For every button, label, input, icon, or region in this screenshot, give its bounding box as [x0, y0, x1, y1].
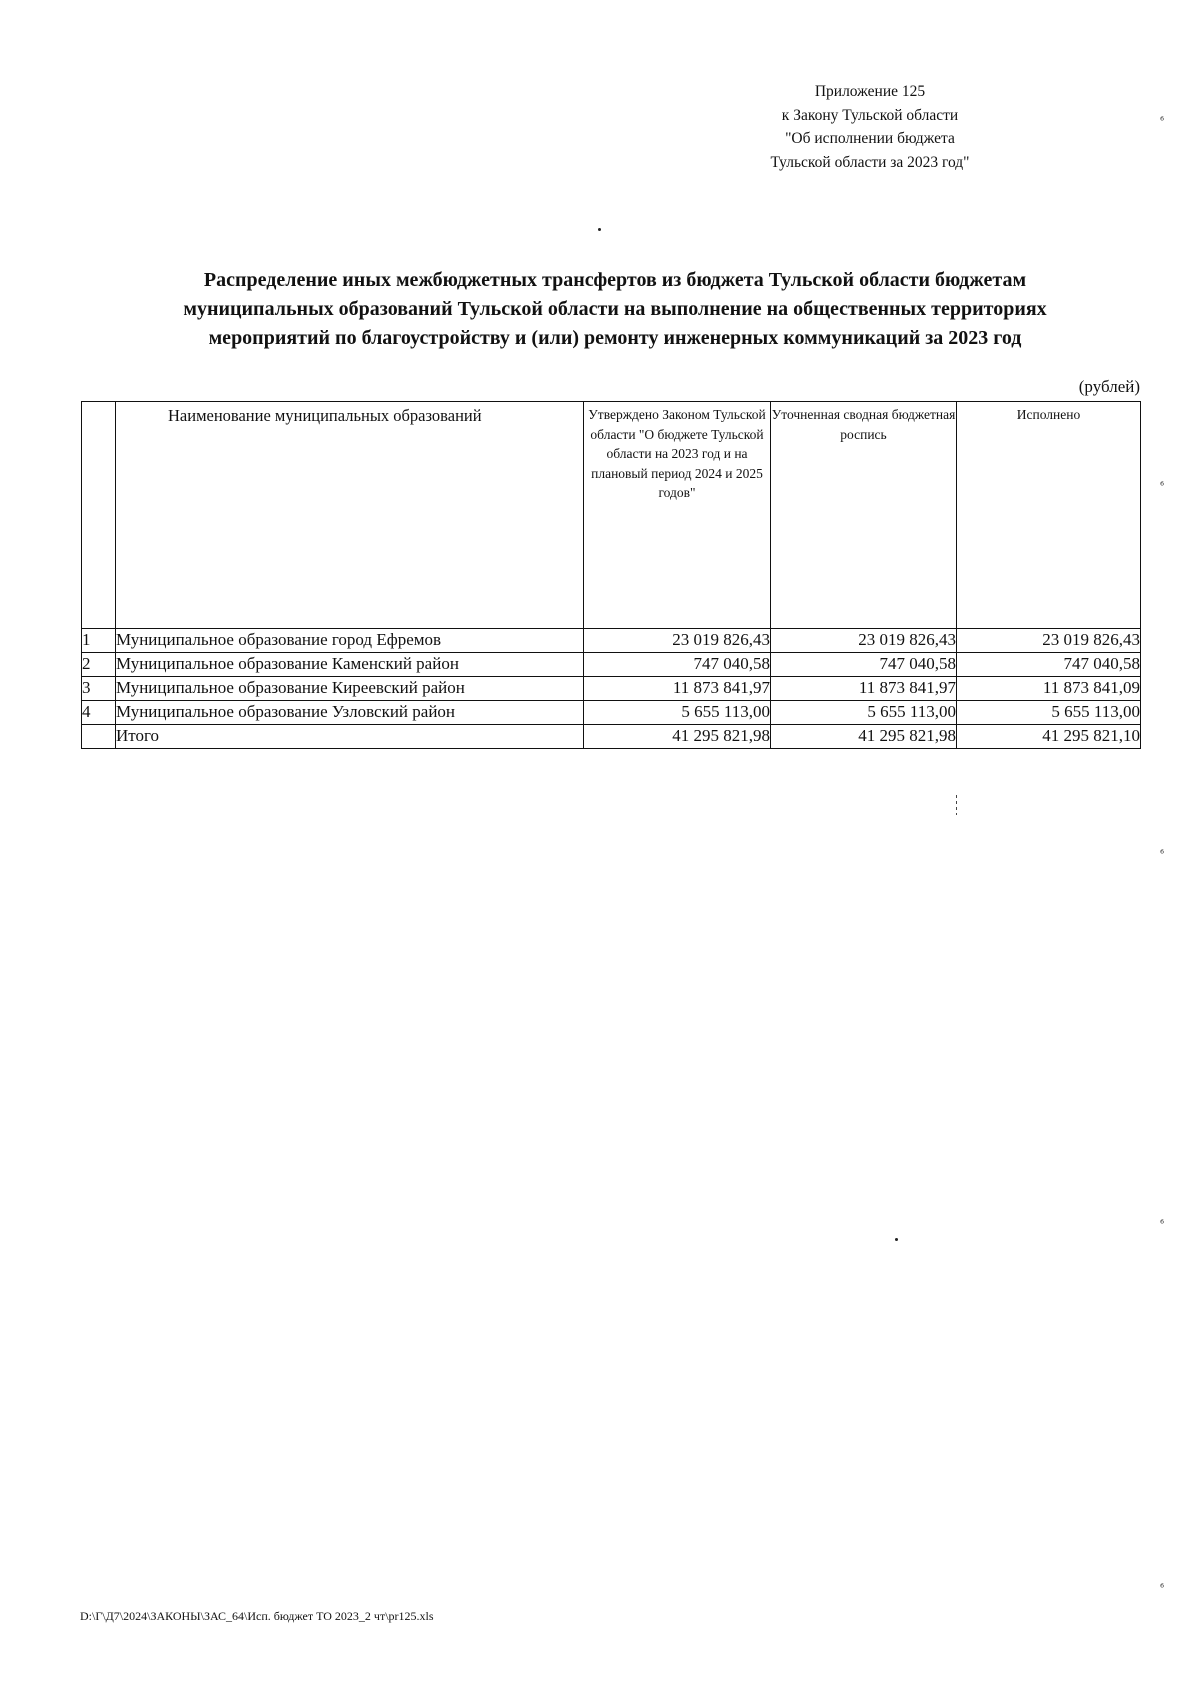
row-number: 3: [82, 677, 116, 701]
total-number: [82, 725, 116, 749]
binding-hole-mark: ⁶: [1160, 481, 1165, 492]
table-row: [82, 677, 1141, 701]
scan-speck: [895, 1238, 898, 1241]
title-line-2: муниципальных образований Тульской области на выполнение на общественных территориях: [183, 298, 1047, 320]
row-executed: 747 040,58: [957, 653, 1141, 677]
binding-hole-mark: ⁶: [1160, 1583, 1165, 1594]
total-approved: 41 295 821,98: [584, 725, 771, 749]
appendix-line-1: Приложение 125: [814, 83, 926, 100]
title-line-3: мероприятий по благоустройству и (или) ремонту инженерных коммуникаций за 2023 год: [208, 327, 1022, 349]
row-approved: 23 019 826,43: [584, 629, 771, 653]
total-name: Итого: [116, 725, 584, 749]
row-refined: 11 873 841,97: [771, 677, 957, 701]
row-number: 1: [82, 629, 116, 653]
appendix-line-4: Тульской области за 2023 год": [770, 153, 970, 171]
row-executed: 23 019 826,43: [957, 629, 1141, 653]
binding-hole-mark: ⁶: [1160, 849, 1165, 860]
row-executed: 5 655 113,00: [957, 701, 1141, 725]
appendix-line-3: "Об исполнении бюджета: [785, 130, 955, 147]
scan-tick-mark: [956, 795, 957, 815]
row-name: Муниципальное образование Каменский район: [116, 653, 584, 677]
scan-speck: [598, 228, 601, 231]
total-refined: 41 295 821,98: [771, 725, 957, 749]
row-approved: 747 040,58: [584, 653, 771, 677]
row-approved: 5 655 113,00: [584, 701, 771, 725]
table-total-row: [82, 725, 1141, 749]
table-header-row: [82, 402, 1141, 629]
row-executed: 11 873 841,09: [957, 677, 1141, 701]
total-executed: 41 295 821,10: [957, 725, 1141, 749]
binding-hole-mark: ⁶: [1160, 1219, 1165, 1230]
row-refined: 5 655 113,00: [771, 701, 957, 725]
row-refined: 747 040,58: [771, 653, 957, 677]
appendix-header: [720, 80, 1020, 174]
header-number: [82, 402, 116, 629]
file-path-footer: D:\Г\Д7\2024\ЗАКОНЫ\ЗАС_64\Исп. бюджет ТО 2023_2 чт\pr125.xls: [80, 1609, 434, 1623]
row-approved: 11 873 841,97: [584, 677, 771, 701]
row-refined: 23 019 826,43: [771, 629, 957, 653]
header-approved: Утверждено Законом Тульской области "О бюджете Тульской области на 2023 год и на плановый период 2024 и 2025 годов": [584, 402, 771, 629]
unit-label: (рублей): [1078, 377, 1140, 396]
title-line-1: Распределение иных межбюджетных трансфертов из бюджета Тульской области бюджетам: [203, 269, 1027, 291]
row-number: 2: [82, 653, 116, 677]
transfers-table: [81, 401, 1141, 749]
header-refined: Уточненная сводная бюджетная роспись: [771, 402, 957, 629]
appendix-line-2: к Закону Тульской области: [781, 106, 959, 124]
row-name: Муниципальное образование Узловский район: [116, 701, 584, 725]
table-row: [82, 701, 1141, 725]
binding-hole-mark: ⁶: [1160, 116, 1165, 127]
header-name: Наименование муниципальных образований: [116, 402, 584, 629]
header-executed: Исполнено: [957, 402, 1141, 629]
row-name: Муниципальное образование город Ефремов: [116, 629, 584, 653]
table-row: [82, 653, 1141, 677]
table-row: [82, 629, 1141, 653]
document-title: [100, 266, 1130, 353]
row-number: 4: [82, 701, 116, 725]
row-name: Муниципальное образование Киреевский район: [116, 677, 584, 701]
